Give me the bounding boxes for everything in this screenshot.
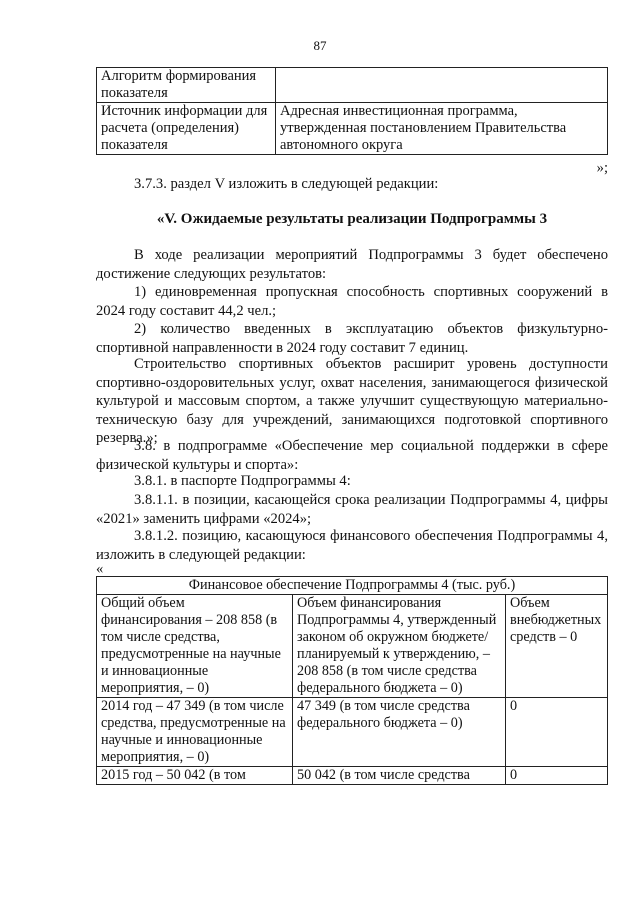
table-cell: Объем финансирования Подпрограммы 4, утвержденный законом об окружном бюджете/планируемый к утверждению, – 208 858 (в том числе средства федерального бюджета – 0): [293, 595, 506, 698]
paragraph-result-2: 2) количество введенных в эксплуатацию объектов физкультурно-спортивной направленности в 2024 году составит 7 единиц.: [96, 321, 608, 356]
table-cell-label: Источник информации для расчета (определения) показателя: [97, 103, 276, 155]
table-row: [97, 698, 608, 767]
table-cell: 47 349 (в том числе средства федерального бюджета – 0): [293, 698, 506, 767]
table-cell: 0: [506, 698, 608, 767]
table-cell: Объем внебюджетных средств – 0: [506, 595, 608, 698]
table-row: [97, 595, 608, 698]
paragraph-3-8-1: 3.8.1. в паспорте Подпрограммы 4:: [134, 473, 351, 489]
table-cell-value: [276, 68, 608, 103]
table-row: [97, 103, 608, 155]
table-header: Финансовое обеспечение Подпрограммы 4 (тыс. руб.): [97, 577, 608, 595]
page-number: 87: [313, 38, 327, 53]
table-cell: 50 042 (в том числе средства: [293, 767, 506, 785]
paragraph-result-1: 1) единовременная пропускная способность спортивных сооружений в 2024 году составит 44,2 чел.;: [96, 284, 608, 319]
paragraph-construction: Строительство спортивных объектов расширит уровень доступности спортивно-оздоровительных услуг, охват населения, занимающегося физической культурой и массовым спортом, а также улучшит существующую материально-техническую базу для учреждений, занимающихся подготовкой спортивного резерва.»;: [96, 356, 608, 447]
table-header-row: [97, 577, 608, 595]
table-row: [97, 68, 608, 103]
paragraph-3-8: 3.8. в подпрограмме «Обеспечение мер социальной поддержки в сфере физической культуры и спорта»:: [96, 438, 608, 473]
table-cell: 0: [506, 767, 608, 785]
indicator-table: [96, 67, 608, 155]
item-3-7-3: 3.7.3. раздел V изложить в следующей редакции:: [134, 176, 439, 192]
paragraph-3-8-1-2: 3.8.1.2. позицию, касающуюся финансового обеспечения Подпрограммы 4, изложить в следующей редакции:: [96, 528, 608, 563]
table-cell-label: Алгоритм формирования показателя: [97, 68, 276, 103]
table-cell: 2014 год – 47 349 (в том числе средства, предусмотренные на научные и инновационные мероприятия, – 0): [97, 698, 293, 767]
section-heading: «V. Ожидаемые результаты реализации Подпрограммы 3: [156, 211, 548, 227]
financing-table: [96, 576, 608, 785]
paragraph-3-8-1-1: 3.8.1.1. в позиции, касающейся срока реализации Подпрограммы 4, цифры «2021» заменить цифрами «2024»;: [96, 492, 608, 527]
table-row: [97, 767, 608, 785]
table-cell: Общий объем финансирования – 208 858 (в том числе средства, предусмотренные на научные и инновационные мероприятия, – 0): [97, 595, 293, 698]
paragraph-intro: В ходе реализации мероприятий Подпрограммы 3 будет обеспечено достижение следующих результатов:: [96, 247, 608, 282]
table-cell: 2015 год – 50 042 (в том: [97, 767, 293, 785]
table-cell-value: Адресная инвестиционная программа, утвержденная постановлением Правительства автономного округа: [276, 103, 608, 155]
quote-open: «: [96, 561, 104, 577]
quote-close: »;: [596, 160, 608, 176]
